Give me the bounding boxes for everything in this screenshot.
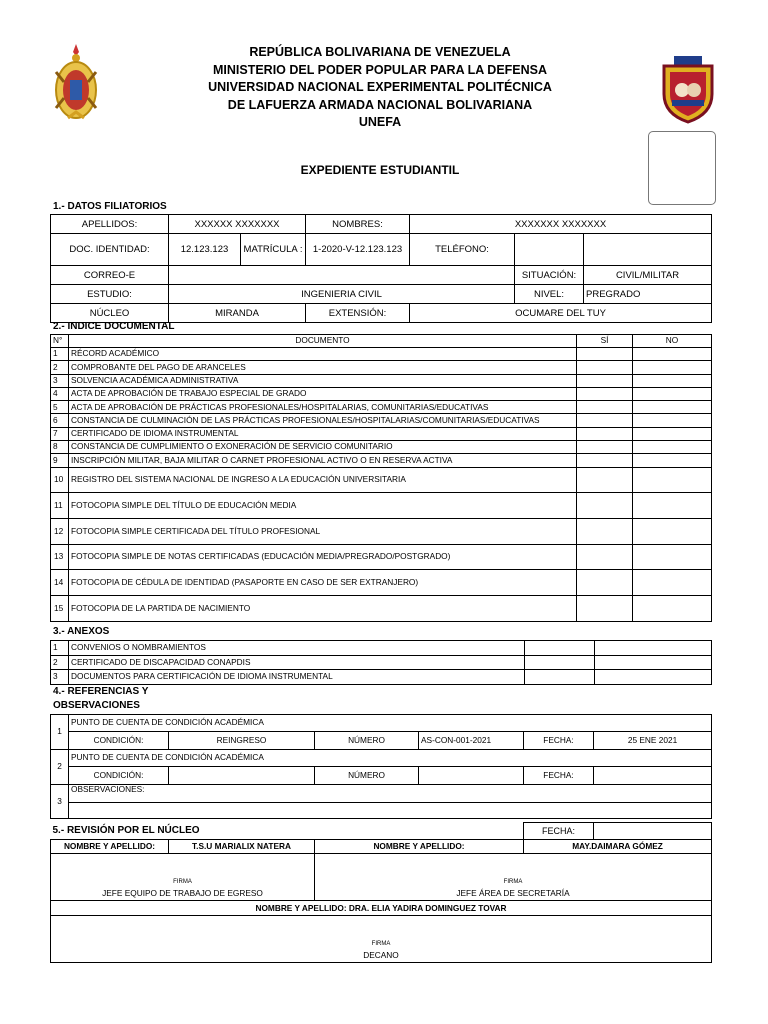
nombre-apellido-2-label: NOMBRE Y APELLIDO: (315, 840, 524, 854)
anexo-row-check-2 (595, 670, 712, 685)
anexo-row-number: 1 (51, 641, 69, 656)
ref-1-condicion-label: CONDICIÓN: (69, 732, 169, 750)
document-row-name: FOTOCOPIA SIMPLE CERTIFICADA DEL TÍTULO PROFESIONAL (69, 519, 577, 545)
document-row (51, 348, 712, 361)
situacion-value: CIVIL/MILITAR (584, 266, 712, 285)
document-row (51, 374, 712, 387)
unefa-shield-icon (660, 54, 716, 124)
document-row-name: REGISTRO DEL SISTEMA NACIONAL DE INGRESO A LA EDUCACIÓN UNIVERSITARIA (69, 467, 577, 493)
nucleo-label: NÚCLEO (51, 304, 169, 323)
document-row-name: FOTOCOPIA SIMPLE DEL TÍTULO DE EDUCACIÓN MEDIA (69, 493, 577, 519)
estudio-label: ESTUDIO: (51, 285, 169, 304)
document-row-si (577, 544, 633, 570)
document-row-number: 5 (51, 401, 69, 414)
apellidos-value: XXXXXX XXXXXXX (169, 215, 306, 234)
ref-2-num: 2 (51, 750, 69, 785)
document-row (51, 454, 712, 467)
observaciones-label: OBSERVACIONES: (69, 785, 712, 803)
matricula-value: 1-2020-V-12.123.123 (306, 234, 410, 266)
ref-2-condicion-value (169, 767, 315, 785)
document-row-si (577, 596, 633, 622)
section-4-title-line-1: 4.- REFERENCIAS Y (53, 686, 149, 697)
header-line-2: MINISTERIO DEL PODER POPULAR PARA LA DEFENSA (212, 62, 548, 77)
anexo-row-name: CONVENIOS O NOMBRAMIENTOS (69, 641, 525, 656)
document-row (51, 519, 712, 545)
situacion-label: SITUACIÓN: (515, 266, 584, 285)
ref-3-num: 3 (51, 785, 69, 819)
anexo-row-check-2 (595, 655, 712, 670)
document-row-no (633, 544, 712, 570)
referencias-table (50, 714, 712, 819)
decano-cargo: DECANO (51, 950, 712, 963)
document-row-name: RÉCORD ACADÉMICO (69, 348, 577, 361)
section-4-title-line-2: OBSERVACIONES (53, 700, 140, 711)
datos-filiatorios-table (50, 214, 712, 323)
document-row-number: 8 (51, 441, 69, 454)
correo-label: CORREO-E (51, 266, 169, 285)
ministry-crest-icon (50, 42, 102, 124)
doc-identidad-value: 12.123.123 (169, 234, 241, 266)
document-row-name: CONSTANCIA DE CUMPLIMIENTO O EXONERACIÓN DE SERVICIO COMUNITARIO (69, 441, 577, 454)
nivel-label: NIVEL: (515, 285, 584, 304)
document-row (51, 570, 712, 596)
firma-2-label: FIRMA (315, 854, 712, 888)
anexo-row (51, 670, 712, 685)
document-row (51, 427, 712, 440)
document-row-si (577, 414, 633, 427)
telefono-label: TELÉFONO: (410, 234, 515, 266)
document-row (51, 596, 712, 622)
document-row-no (633, 441, 712, 454)
page-title: EXPEDIENTE ESTUDIANTIL (300, 163, 460, 177)
ref-1-fecha-value: 25 ENE 2021 (594, 732, 712, 750)
col-header-n: N° (51, 335, 69, 348)
decano-nombre: NOMBRE Y APELLIDO: DRA. ELIA YADIRA DOMINGUEZ TOVAR (51, 901, 712, 916)
photo-box (648, 131, 716, 205)
document-row-si (577, 467, 633, 493)
sec5-fecha-value (594, 823, 712, 840)
nombre-apellido-2-value: MAY.DAIMARA GÓMEZ (524, 840, 712, 854)
doc-identidad-label: DOC. IDENTIDAD: (51, 234, 169, 266)
document-row-si (577, 570, 633, 596)
document-row (51, 361, 712, 374)
section-2-title: 2.- INDICE DOCUMENTAL (53, 321, 175, 332)
document-row (51, 441, 712, 454)
ref-1-fecha-label: FECHA: (524, 732, 594, 750)
document-row-name: COMPROBANTE DEL PAGO DE ARANCELES (69, 361, 577, 374)
document-row-si (577, 387, 633, 400)
nucleo-value: MIRANDA (169, 304, 306, 323)
document-row-name: ACTA DE APROBACIÓN DE PRÁCTICAS PROFESIONALES/HOSPITALARIAS, COMUNITARIAS/EDUCATIVAS (69, 401, 577, 414)
section-1-title: 1.- DATOS FILIATORIOS (53, 201, 167, 212)
anexo-row-check-1 (525, 670, 595, 685)
section-5-title: 5.- REVISIÓN POR EL NÚCLEO (51, 823, 524, 840)
document-row-si (577, 401, 633, 414)
nombre-apellido-1-value: T.S.U MARIALIX NATERA (169, 840, 315, 854)
document-row (51, 401, 712, 414)
document-row (51, 467, 712, 493)
section-3-title: 3.- ANEXOS (53, 626, 110, 637)
header-line-4: DE LAFUERZA ARMADA NACIONAL BOLIVARIANA (227, 97, 533, 112)
document-row-number: 13 (51, 544, 69, 570)
document-row-si (577, 519, 633, 545)
ref-2-title: PUNTO DE CUENTA DE CONDICIÓN ACADÉMICA (69, 750, 712, 767)
telefono-value-2 (584, 234, 712, 266)
ref-1-condicion-value: REINGRESO (169, 732, 315, 750)
header-line-5: UNEFA (358, 115, 402, 129)
cargo-1: JEFE EQUIPO DE TRABAJO DE EGRESO (51, 888, 315, 901)
document-row (51, 387, 712, 400)
document-row-no (633, 414, 712, 427)
ref-1-numero-value: AS-CON-001-2021 (419, 732, 524, 750)
document-row-number: 3 (51, 374, 69, 387)
ref-2-fecha-value (594, 767, 712, 785)
document-row-number: 4 (51, 387, 69, 400)
col-header-si: SÍ (577, 335, 633, 348)
document-row-no (633, 454, 712, 467)
document-row-name: FOTOCOPIA DE CÉDULA DE IDENTIDAD (PASAPORTE EN CASO DE SER EXTRANJERO) (69, 570, 577, 596)
document-row-name: CERTIFICADO DE IDIOMA INSTRUMENTAL (69, 427, 577, 440)
institution-header (150, 44, 610, 132)
document-row (51, 414, 712, 427)
document-row-no (633, 467, 712, 493)
firma-decano-label: FIRMA (51, 916, 712, 950)
anexo-row-check-1 (525, 641, 595, 656)
correo-value (169, 266, 515, 285)
document-row-no (633, 348, 712, 361)
observaciones-value (69, 803, 712, 819)
revision-nucleo-table (50, 822, 712, 963)
document-row-no (633, 374, 712, 387)
header-line-1: REPÚBLICA BOLIVARIANA DE VENEZUELA (249, 45, 511, 59)
document-row-no (633, 387, 712, 400)
document-row-name: SOLVENCIA ACADÉMICA ADMINISTRATIVA (69, 374, 577, 387)
document-row-number: 6 (51, 414, 69, 427)
nombre-apellido-1-label: NOMBRE Y APELLIDO: (51, 840, 169, 854)
ref-1-title: PUNTO DE CUENTA DE CONDICIÓN ACADÉMICA (69, 715, 712, 732)
firma-1-label: FIRMA (51, 854, 315, 888)
document-row-number: 15 (51, 596, 69, 622)
document-row-number: 14 (51, 570, 69, 596)
indice-documental-table (50, 334, 712, 622)
document-row-number: 2 (51, 361, 69, 374)
ref-2-numero-label: NÚMERO (315, 767, 419, 785)
ref-2-numero-value (419, 767, 524, 785)
document-row-number: 10 (51, 467, 69, 493)
document-row-name: ACTA DE APROBACIÓN DE TRABAJO ESPECIAL DE GRADO (69, 387, 577, 400)
nombres-value: XXXXXXX XXXXXXX (410, 215, 712, 234)
anexo-row (51, 655, 712, 670)
document-row-number: 7 (51, 427, 69, 440)
col-header-no: NO (633, 335, 712, 348)
document-row-name: FOTOCOPIA DE LA PARTIDA DE NACIMIENTO (69, 596, 577, 622)
extension-label: EXTENSIÓN: (306, 304, 410, 323)
document-row-number: 11 (51, 493, 69, 519)
document-row-si (577, 441, 633, 454)
document-row (51, 493, 712, 519)
extension-value: OCUMARE DEL TUY (410, 304, 712, 323)
anexo-row (51, 641, 712, 656)
anexo-row-number: 2 (51, 655, 69, 670)
document-row-no (633, 570, 712, 596)
document-row-si (577, 348, 633, 361)
document-row-si (577, 361, 633, 374)
anexo-row-name: DOCUMENTOS PARA CERTIFICACIÓN DE IDIOMA INSTRUMENTAL (69, 670, 525, 685)
sec5-fecha-label: FECHA: (524, 823, 594, 840)
document-row-no (633, 493, 712, 519)
document-row-number: 9 (51, 454, 69, 467)
document-row-si (577, 454, 633, 467)
document-row-name: CONSTANCIA DE CULMINACIÓN DE LAS PRÁCTICAS PROFESIONALES/HOSPITALARIAS/COMUNITARIAS/EDUCATIVAS (69, 414, 577, 427)
document-row-si (577, 427, 633, 440)
section-4-title (53, 685, 148, 713)
header-line-3: UNIVERSIDAD NACIONAL EXPERIMENTAL POLITÉCNICA (208, 80, 552, 94)
document-row-si (577, 374, 633, 387)
ref-1-num: 1 (51, 715, 69, 750)
anexo-row-number: 3 (51, 670, 69, 685)
anexo-row-check-2 (595, 641, 712, 656)
ref-2-condicion-label: CONDICIÓN: (69, 767, 169, 785)
cargo-2: JEFE ÁREA DE SECRETARÍA (315, 888, 712, 901)
col-header-documento: DOCUMENTO (69, 335, 577, 348)
document-row-name: INSCRIPCIÓN MILITAR, BAJA MILITAR O CARNET PROFESIONAL ACTIVO O EN RESERVA ACTIVA (69, 454, 577, 467)
apellidos-label: APELLIDOS: (51, 215, 169, 234)
document-row-number: 1 (51, 348, 69, 361)
document-row-no (633, 596, 712, 622)
document-row-number: 12 (51, 519, 69, 545)
document-row-no (633, 427, 712, 440)
document-row (51, 544, 712, 570)
anexos-table (50, 640, 712, 685)
document-row-no (633, 519, 712, 545)
nivel-value: PREGRADO (584, 285, 712, 304)
document-row-si (577, 493, 633, 519)
ref-1-numero-label: NÚMERO (315, 732, 419, 750)
nombres-label: NOMBRES: (306, 215, 410, 234)
document-row-no (633, 361, 712, 374)
anexo-row-check-1 (525, 655, 595, 670)
document-row-name: FOTOCOPIA SIMPLE DE NOTAS CERTIFICADAS (EDUCACIÓN MEDIA/PREGRADO/POSTGRADO) (69, 544, 577, 570)
matricula-label: MATRÍCULA : (241, 234, 306, 266)
telefono-value (515, 234, 584, 266)
ref-2-fecha-label: FECHA: (524, 767, 594, 785)
document-row-no (633, 401, 712, 414)
anexo-row-name: CERTIFICADO DE DISCAPACIDAD CONAPDIS (69, 655, 525, 670)
estudio-value: INGENIERIA CIVIL (169, 285, 515, 304)
